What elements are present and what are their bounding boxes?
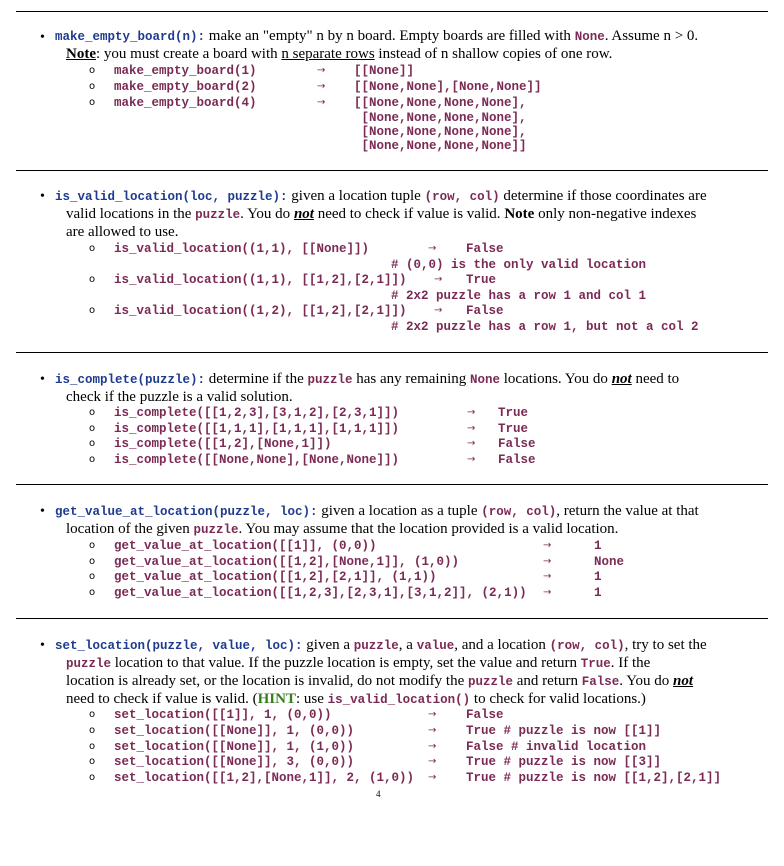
description-line: location of the given puzzle. You may assume that the location provided is a valid location. [66,521,619,537]
sub-bullet: o [89,81,96,92]
example-row: o is_complete([[1,2,3],[3,1,2],[2,3,1]]) → True [89,406,529,420]
sub-bullet: o [89,571,96,582]
sub-bullet: o [89,65,96,76]
sub-bullet: o [89,540,96,551]
sub-bullet: o [89,772,96,783]
example-row: o is_complete([[1,2],[None,1]]) → False [89,437,536,451]
sub-bullet: o [89,438,96,449]
description-line: check if the puzzle is a valid solution. [66,389,293,405]
arrow-icon: → [317,81,326,92]
example-row: o make_empty_board(2) → [[None,None],[None,None]] [89,80,542,94]
section-divider [16,352,768,353]
function-description: set_location(puzzle, value, loc): given a puzzle, a value, and a location (row, col), try to set the [55,637,707,653]
description-line: puzzle location to that value. If the puzzle location is empty, set the value and return True. If the [66,655,651,671]
arrow-icon: → [317,65,326,76]
arrow-icon: → [428,709,437,720]
sub-bullet: o [89,243,96,254]
arrow-icon: → [543,540,552,551]
arrow-icon: → [428,243,437,254]
example-row: o get_value_at_location([[1,2],[None,1]], (1,0)) → None [89,555,625,569]
function-signature: is_valid_location(loc, puzzle): [55,190,288,204]
arrow-icon: → [467,454,476,465]
function-signature: is_complete(puzzle): [55,373,206,387]
sub-bullet: o [89,587,96,598]
arrow-icon: → [543,571,552,582]
example-comment: # (0,0) is the only valid location [391,258,647,272]
arrow-icon: → [428,772,437,783]
function-description: is_valid_location(loc, puzzle): given a location tuple (row, col) determine if those coordinates are [55,188,707,204]
arrow-icon: → [543,556,552,567]
description-line: need to check if value is valid. (HINT: use is_valid_location() to check for valid locations.) [66,691,646,707]
arrow-icon: → [467,407,476,418]
sub-bullet: o [89,556,96,567]
sub-bullet: o [89,756,96,767]
example-row: o is_complete([[None,None],[None,None]]) → False [89,453,536,467]
bullet: • [40,189,45,204]
sub-bullet: o [89,454,96,465]
function-description: is_complete(puzzle): determine if the puzzle has any remaining None locations. You do not need to [55,371,680,387]
sub-bullet: o [89,407,96,418]
bullet: • [40,638,45,653]
arrow-icon: → [434,274,443,285]
example-row: o get_value_at_location([[1]], (0,0)) → 1 [89,539,602,553]
sub-bullet: o [89,725,96,736]
example-row: o set_location([[None]], 1, (0,0)) → True # puzzle is now [[1]] [89,724,662,738]
arrow-icon: → [428,741,437,752]
example-row: o is_valid_location((1,1), [[None]]) → False [89,242,504,256]
example-continuation: [None,None,None,None], [354,125,527,139]
example-row: o is_valid_location((1,1), [[1,2],[2,1]]) → True [89,273,497,287]
example-row: o make_empty_board(1) → [[None]] [89,64,415,78]
section-divider [16,618,768,619]
example-row: o make_empty_board(4) → [[None,None,None,None], [89,96,527,110]
function-description: make_empty_board(n): make an "empty" n by n board. Empty boards are filled with None. Assume n > 0. [55,28,699,44]
arrow-icon: → [467,423,476,434]
example-row: o set_location([[1]], 1, (0,0)) → False [89,708,504,722]
example-comment: # 2x2 puzzle has a row 1, but not a col 2 [391,320,699,334]
page-number: 4 [376,789,381,799]
description-line: are allowed to use. [66,224,179,240]
sub-bullet: o [89,274,96,285]
hint-label: HINT [257,691,296,707]
example-row: o set_location([[None]], 1, (1,0)) → False # invalid location [89,740,647,754]
example-continuation: [None,None,None,None]] [354,139,527,153]
example-row: o get_value_at_location([[1,2,3],[2,3,1],[3,1,2]], (2,1)) → 1 [89,586,602,600]
example-comment: # 2x2 puzzle has a row 1 and col 1 [391,289,647,303]
example-row: o set_location([[None]], 3, (0,0)) → True # puzzle is now [[3]] [89,755,662,769]
arrow-icon: → [543,587,552,598]
section-divider [16,484,768,485]
bullet: • [40,504,45,519]
sub-bullet: o [89,97,96,108]
example-row: o is_complete([[1,1,1],[1,1,1],[1,1,1]]) → True [89,422,529,436]
function-description: get_value_at_location(puzzle, loc): given a location as a tuple (row, col), return the value at that [55,503,699,519]
arrow-icon: → [317,97,326,108]
section-divider [16,170,768,171]
bullet: • [40,30,45,45]
arrow-icon: → [428,756,437,767]
example-row: o get_value_at_location([[1,2],[2,1]], (1,1)) → 1 [89,570,602,584]
description-line: location is already set, or the location is invalid, do not modify the puzzle and return False. You do not [66,673,694,689]
sub-bullet: o [89,741,96,752]
function-signature: get_value_at_location(puzzle, loc): [55,505,318,519]
sub-bullet: o [89,709,96,720]
top-rule [16,11,768,12]
sub-bullet: o [89,305,96,316]
example-continuation: [None,None,None,None], [354,111,527,125]
sub-bullet: o [89,423,96,434]
note-line: Note: you must create a board with n separate rows instead of n shallow copies of one row. [66,46,613,62]
example-row: o is_valid_location((1,2), [[1,2],[2,1]]) → False [89,304,504,318]
example-row: o set_location([[1,2],[None,1]], 2, (1,0)) → True # puzzle is now [[1,2],[2,1]] [89,771,722,785]
function-signature: set_location(puzzle, value, loc): [55,639,303,653]
arrow-icon: → [428,725,437,736]
function-signature: make_empty_board(n): [55,30,206,44]
arrow-icon: → [467,438,476,449]
description-line: valid locations in the puzzle. You do not need to check if value is valid. Note only non-negative indexes [66,206,697,222]
bullet: • [40,372,45,387]
arrow-icon: → [434,305,443,316]
